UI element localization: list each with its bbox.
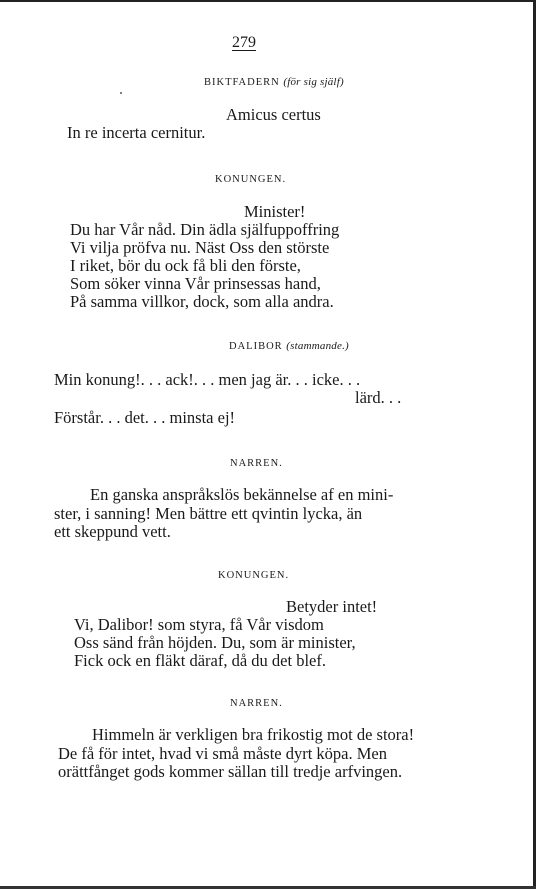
speaker-name: KONUNGEN. bbox=[215, 174, 287, 185]
stage-direction: (för sig själf) bbox=[283, 76, 344, 88]
verse-line: Du har Vår nåd. Din ädla själfuppoffring bbox=[70, 220, 340, 239]
verse-line: Fick ock en fläkt däraf, då du det blef. bbox=[74, 651, 326, 670]
verse-line: På samma villkor, dock, som alla andra. bbox=[70, 292, 334, 311]
prose-line: orättfånget gods kommer sällan till tredje arfvingen. bbox=[58, 762, 403, 781]
verse-line: Minister! bbox=[244, 202, 306, 221]
verse-line: In re incerta cernitur. bbox=[67, 123, 206, 142]
page-number: 279 bbox=[232, 34, 256, 51]
speaker-heading bbox=[230, 698, 283, 709]
speaker-heading bbox=[218, 570, 289, 581]
verse-line: I riket, bör du ock få bli den förste, bbox=[70, 256, 301, 275]
verse-line: Vi vilja pröfva nu. Näst Oss den störste bbox=[70, 238, 330, 257]
speaker-name: NARREN. bbox=[230, 458, 283, 469]
speaker-heading bbox=[215, 174, 286, 185]
verse-line: Oss sänd från höjden. Du, som är minister, bbox=[74, 633, 356, 652]
verse-line: Förstår. . . det. . . minsta ej! bbox=[54, 408, 236, 427]
speaker-heading bbox=[229, 340, 349, 352]
verse-line: lärd. . . bbox=[355, 388, 402, 407]
speaker-name: NARREN. bbox=[230, 698, 283, 709]
verse-line: Vi, Dalibor! som styra, få Vår visdom bbox=[74, 615, 324, 634]
speaker-name: DALIBOR bbox=[229, 341, 283, 352]
prose-line: ster, i sanning! Men bättre ett qvintin lycka, än bbox=[54, 504, 363, 523]
prose-line: De få för intet, hvad vi små måste dyrt köpa. Men bbox=[58, 744, 387, 763]
speaker-heading bbox=[204, 76, 344, 88]
speaker-name: KONUNGEN. bbox=[218, 570, 290, 581]
prose-line: En ganska anspråkslös bekännelse af en mini- bbox=[90, 485, 394, 504]
prose-line: ett skeppund vett. bbox=[54, 522, 171, 541]
stage-direction: (stammande.) bbox=[286, 340, 349, 352]
verse-line: Amicus certus bbox=[226, 105, 321, 124]
verse-line: Min konung!. . . ack!. . . men jag är. . . icke. . . bbox=[54, 370, 361, 389]
speaker-name: BIKTFADERN bbox=[204, 77, 280, 88]
verse-line: Betyder intet! bbox=[286, 597, 378, 616]
prose-line: Himmeln är verkligen bra frikostig mot de stora! bbox=[92, 725, 415, 744]
verse-line: Som söker vinna Vår prinsessas hand, bbox=[70, 274, 321, 293]
page-edge-top bbox=[0, 0, 536, 2]
speck-mark bbox=[120, 92, 122, 94]
speaker-heading bbox=[230, 458, 283, 469]
